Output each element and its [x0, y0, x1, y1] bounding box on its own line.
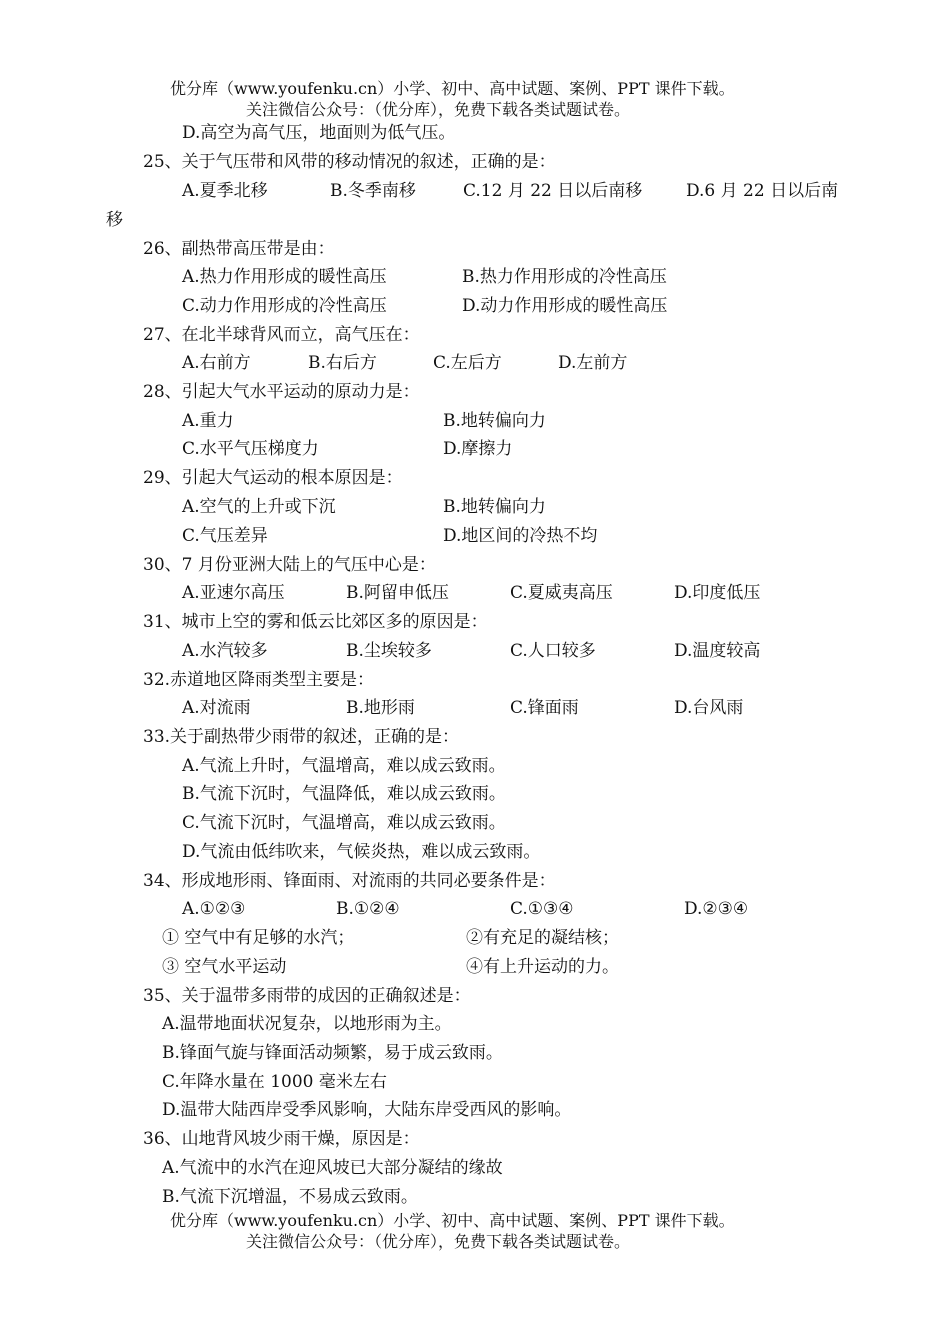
- q34-option-d: D.②③④: [684, 899, 749, 919]
- q34-option-c: C.①③④: [510, 899, 574, 919]
- q31-option-c: C.人口较多: [510, 641, 596, 661]
- q28-option-c: C.水平气压梯度力: [182, 439, 319, 459]
- q31-stem: 31、城市上空的雾和低云比郊区多的原因是：: [143, 612, 488, 632]
- q25-option-d: D.6 月 22 日以后南: [686, 181, 839, 201]
- q34-condition-4: ④有上升运动的力。: [466, 957, 619, 977]
- q33-option-c: C.气流下沉时，气温增高，难以成云致雨。: [182, 813, 506, 833]
- q29-option-c: C.气压差异: [182, 526, 268, 546]
- q30-option-d: D.印度低压: [674, 583, 761, 603]
- q25-option-c: C.12 月 22 日以后南移: [463, 181, 643, 201]
- q35-option-c: C.年降水量在 1000 毫米左右: [162, 1072, 387, 1092]
- q35-option-b: B.锋面气旋与锋面活动频繁，易于成云致雨。: [162, 1043, 503, 1063]
- q30-stem: 30、7 月份亚洲大陆上的气压中心是：: [143, 555, 436, 575]
- q31-option-d: D.温度较高: [674, 641, 761, 661]
- q28-option-b: B.地转偏向力: [443, 411, 546, 431]
- q31-option-b: B.尘埃较多: [346, 641, 432, 661]
- q27-option-a: A.右前方: [182, 353, 251, 373]
- footer-line-1: 优分库（www.youfenku.cn）小学、初中、高中试题、案例、PPT 课件下载。: [170, 1211, 735, 1230]
- q29-stem: 29、引起大气运动的根本原因是：: [143, 468, 403, 488]
- q29-option-d: D.地区间的冷热不均: [443, 526, 598, 546]
- q28-stem: 28、引起大气水平运动的原动力是：: [143, 382, 420, 402]
- q34-condition-1: ① 空气中有足够的水汽；: [162, 928, 355, 948]
- q24-option-d: D.高空为高气压，地面则为低气压。: [182, 123, 456, 143]
- q32-option-b: B.地形雨: [346, 698, 415, 718]
- q25-option-d-wrap: 移: [106, 210, 123, 230]
- header-line-2: 关注微信公众号：（优分库），免费下载各类试题试卷。: [246, 100, 631, 119]
- q35-option-a: A.温带地面状况复杂，以地形雨为主。: [162, 1014, 452, 1034]
- q35-stem: 35、关于温带多雨带的成因的正确叙述是：: [143, 986, 471, 1006]
- q29-option-b: B.地转偏向力: [443, 497, 546, 517]
- q36-stem: 36、山地背风坡少雨干燥，原因是：: [143, 1129, 420, 1149]
- q25-option-b: B.冬季南移: [330, 181, 416, 201]
- q33-option-d: D.气流由低纬吹来，气候炎热，难以成云致雨。: [182, 842, 541, 862]
- q34-option-a: A.①②③: [182, 899, 246, 919]
- q33-option-b: B.气流下沉时，气温降低，难以成云致雨。: [182, 784, 506, 804]
- q33-option-a: A.气流上升时，气温增高，难以成云致雨。: [182, 756, 506, 776]
- q30-option-c: C.夏威夷高压: [510, 583, 613, 603]
- q26-stem: 26、副热带高压带是由：: [143, 239, 335, 259]
- q28-option-a: A.重力: [182, 411, 234, 431]
- q31-option-a: A.水汽较多: [182, 641, 268, 661]
- q34-condition-2: ②有充足的凝结核；: [466, 928, 619, 948]
- q35-option-d: D.温带大陆西岸受季风影响，大陆东岸受西风的影响。: [162, 1100, 572, 1120]
- q34-condition-3: ③ 空气水平运动: [162, 957, 287, 977]
- q34-stem: 34、形成地形雨、锋面雨、对流雨的共同必要条件是：: [143, 871, 556, 891]
- q30-option-b: B.阿留申低压: [346, 583, 449, 603]
- q33-stem: 33.关于副热带少雨带的叙述，正确的是：: [143, 727, 460, 747]
- q27-option-b: B.右后方: [308, 353, 377, 373]
- q36-option-a: A.气流中的水汽在迎风坡已大部分凝结的缘故: [162, 1158, 503, 1178]
- q26-option-b: B.热力作用形成的冷性高压: [462, 267, 667, 287]
- q26-option-d: D.动力作用形成的暖性高压: [462, 296, 668, 316]
- q25-stem: 25、关于气压带和风带的移动情况的叙述，正确的是：: [143, 152, 556, 172]
- q27-option-d: D.左前方: [558, 353, 628, 373]
- q26-option-a: A.热力作用形成的暖性高压: [182, 267, 387, 287]
- footer-line-2: 关注微信公众号：（优分库），免费下载各类试题试卷。: [246, 1232, 631, 1251]
- q27-stem: 27、在北半球背风而立，高气压在：: [143, 325, 420, 345]
- q34-option-b: B.①②④: [336, 899, 400, 919]
- q26-option-c: C.动力作用形成的冷性高压: [182, 296, 387, 316]
- header-line-1: 优分库（www.youfenku.cn）小学、初中、高中试题、案例、PPT 课件下载。: [170, 79, 735, 98]
- q25-option-a: A.夏季北移: [182, 181, 268, 201]
- q32-stem: 32.赤道地区降雨类型主要是：: [143, 670, 375, 690]
- q30-option-a: A.亚速尔高压: [182, 583, 285, 603]
- q36-option-b: B.气流下沉增温，不易成云致雨。: [162, 1187, 418, 1207]
- q32-option-c: C.锋面雨: [510, 698, 579, 718]
- q32-option-a: A.对流雨: [182, 698, 251, 718]
- q29-option-a: A.空气的上升或下沉: [182, 497, 336, 517]
- q32-option-d: D.台风雨: [674, 698, 744, 718]
- q27-option-c: C.左后方: [433, 353, 502, 373]
- q28-option-d: D.摩擦力: [443, 439, 513, 459]
